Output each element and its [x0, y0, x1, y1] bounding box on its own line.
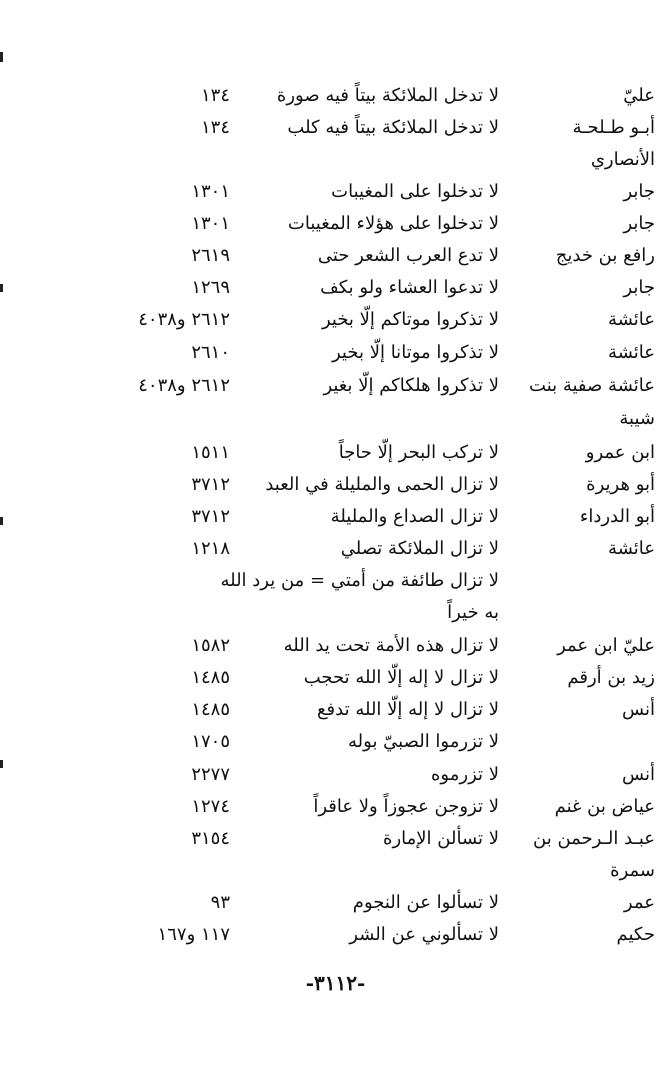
reference-number: ٢٦١٢ و٤٠٣٨ — [138, 375, 230, 396]
index-row — [0, 791, 671, 823]
hadith-text: لا تذكروا هلكاكم إلّا بغير — [323, 375, 499, 396]
index-row — [0, 370, 671, 402]
index-row — [0, 823, 671, 855]
index-row — [0, 403, 671, 435]
index-row — [0, 630, 671, 662]
index-row — [0, 437, 671, 469]
hadith-text: لا تزوجن عجوزاً ولا عاقراً — [313, 796, 499, 817]
hadith-text: لا تزال هذه الأمة تحت يد الله — [283, 635, 499, 656]
reference-number: ١٢١٨ — [191, 538, 230, 559]
index-row — [0, 144, 671, 176]
index-row — [0, 112, 671, 144]
reference-number: ٢٢٧٧ — [191, 764, 230, 785]
index-row — [0, 240, 671, 272]
hadith-text: لا تدعوا العشاء ولو بكف — [320, 277, 499, 298]
index-row — [0, 533, 671, 565]
reference-number: ٢٦١٢ و٤٠٣٨ — [138, 309, 230, 330]
narrator-name: أبو هريرة — [586, 474, 655, 495]
reference-number: ١٣٤ — [200, 117, 230, 138]
hadith-text: لا تدخل الملائكة بيتاً فيه صورة — [276, 85, 499, 106]
narrator-name: أبو الدرداء — [579, 506, 655, 527]
index-row — [0, 919, 671, 951]
index-row — [0, 272, 671, 304]
hadith-text: لا تدخل الملائكة بيتاً فيه كلب — [287, 117, 499, 138]
narrator-name: ابن عمرو — [585, 442, 655, 463]
hadith-text: لا تزرموه — [431, 764, 499, 785]
hadith-text: لا تزال الصداع والمليلة — [330, 506, 499, 527]
reference-number: ١٢٦٩ — [191, 277, 230, 298]
index-row — [0, 565, 671, 597]
reference-number: ١٥٨٢ — [191, 635, 230, 656]
narrator-name: عياض بن غنم — [554, 796, 655, 817]
narrator-name: سمرة — [610, 860, 655, 881]
narrator-name: عمر — [623, 892, 655, 913]
reference-number: ١١٧ و١٦٧ — [157, 924, 230, 945]
reference-number: ١٢٧٤ — [191, 796, 230, 817]
index-row — [0, 726, 671, 758]
index-row — [0, 759, 671, 791]
index-row — [0, 597, 671, 629]
index-row — [0, 887, 671, 919]
hadith-text: لا تزال طائفة من أمتي = من يرد الله — [220, 570, 499, 591]
hadith-text: لا تدخلوا على المغيبات — [331, 181, 499, 202]
narrator-name: عليّ ابن عمر — [557, 635, 655, 656]
narrator-name: أنس — [622, 699, 655, 720]
hadith-text: لا تزال الملائكة تصلي — [340, 538, 499, 559]
reference-number: ١٣٠١ — [191, 181, 230, 202]
scan-edge-mark-top — [0, 52, 3, 62]
hadith-text: لا تركب البحر إلّا حاجاً — [338, 442, 499, 463]
narrator-name: عائشة صفية بنت — [529, 375, 655, 396]
hadith-text: لا تذكروا موتانا إلّا بخير — [332, 342, 499, 363]
reference-number: ١٣٤ — [200, 85, 230, 106]
hadith-text: لا تسألوني عن الشر — [349, 924, 499, 945]
hadith-text: به خيراً — [447, 602, 499, 623]
index-row — [0, 208, 671, 240]
reference-number: ١٣٠١ — [191, 213, 230, 234]
narrator-name: زيد بن أرقم — [567, 667, 655, 688]
narrator-name: عائشة — [608, 538, 655, 559]
reference-number: ١٤٨٥ — [191, 699, 230, 720]
narrator-name: عائشة — [608, 342, 655, 363]
narrator-name: أنس — [622, 764, 655, 785]
reference-number: ٣٧١٢ — [191, 474, 230, 495]
hadith-text: لا تدع العرب الشعر حتى — [317, 245, 499, 266]
reference-number: ٢٦١٠ — [191, 342, 230, 363]
narrator-name: شيبة — [619, 408, 655, 429]
index-row — [0, 176, 671, 208]
hadith-text: لا تسألن الإمارة — [383, 828, 499, 849]
reference-number: ٩٣ — [210, 892, 230, 913]
narrator-name: عائشة — [608, 309, 655, 330]
reference-number: ٣١٥٤ — [191, 828, 230, 849]
narrator-name: أبـو طـلحـة — [572, 117, 655, 138]
hadith-text: لا تزال الحمى والمليلة في العبد — [265, 474, 499, 495]
hadith-text: لا تزال لا إله إلّا الله تدفع — [316, 699, 499, 720]
index-row — [0, 662, 671, 694]
index-row — [0, 469, 671, 501]
reference-number: ٣٧١٢ — [191, 506, 230, 527]
hadith-text: لا تزرموا الصبيّ بوله — [348, 731, 499, 752]
reference-number: ١٥١١ — [191, 442, 230, 463]
narrator-name: جابر — [623, 277, 655, 298]
index-row — [0, 337, 671, 369]
hadith-text: لا تسألوا عن النجوم — [352, 892, 499, 913]
hadith-text: لا تدخلوا على هؤلاء المغيبات — [287, 213, 499, 234]
reference-number: ١٤٨٥ — [191, 667, 230, 688]
narrator-name: عبـد الـرحمن بن — [533, 828, 655, 849]
index-row — [0, 501, 671, 533]
narrator-name: الأنصاري — [590, 149, 655, 170]
page-number: -٣١١٢- — [305, 971, 366, 995]
reference-number: ١٧٠٥ — [191, 731, 230, 752]
hadith-text: لا تزال لا إله إلّا الله تحجب — [303, 667, 499, 688]
narrator-name: حكيم — [616, 924, 655, 945]
index-row — [0, 694, 671, 726]
narrator-name: رافع بن خديج — [555, 245, 655, 266]
reference-number: ٢٦١٩ — [191, 245, 230, 266]
hadith-text: لا تذكروا موتاكم إلّا بخير — [321, 309, 499, 330]
narrator-name: جابر — [623, 181, 655, 202]
index-row — [0, 855, 671, 887]
narrator-name: عليّ — [623, 85, 655, 106]
index-row — [0, 304, 671, 336]
narrator-name: جابر — [623, 213, 655, 234]
index-row — [0, 80, 671, 112]
